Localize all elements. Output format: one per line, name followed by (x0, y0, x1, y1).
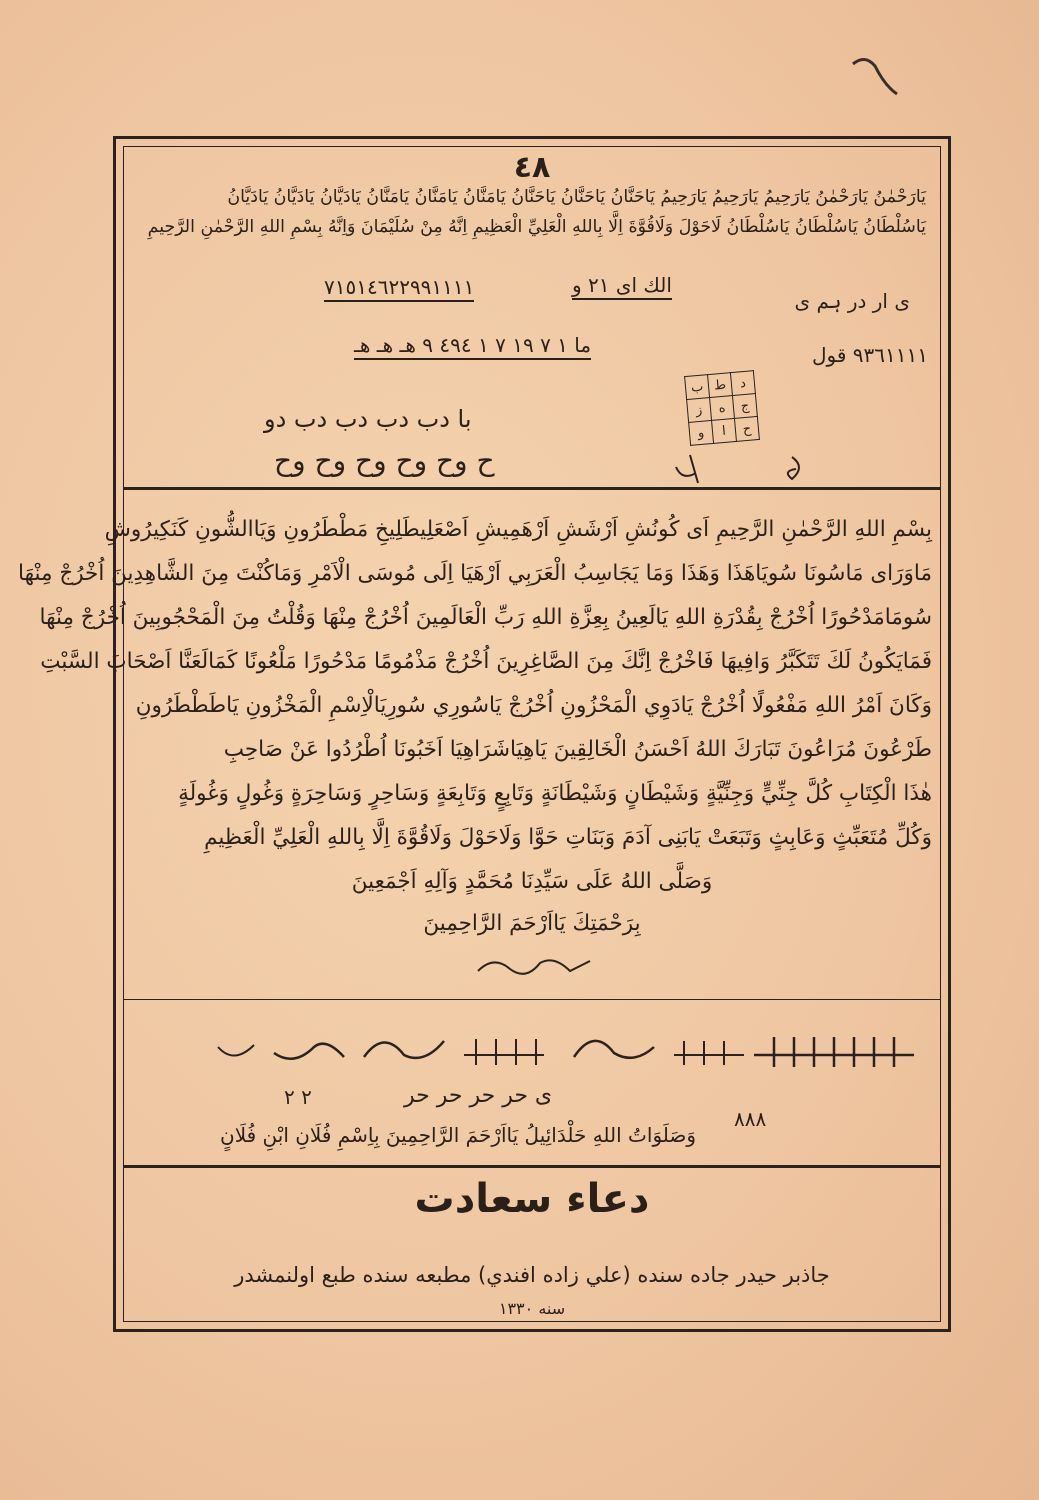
cipher-glyph-row (214, 1017, 924, 1087)
talisman-word-right: ى ار در ہم ى (794, 289, 910, 313)
magic-square-cell: ب (685, 375, 710, 400)
body-line-10: بِرَحْمَتِكَ يَااَرْحَمَ الرَّاحِمِينَ (423, 911, 641, 936)
body-line-1: بِسْمِ اللهِ الرَّحْمٰنِ الرَّحِيمِ اَى كُونُشِ اَرْشَشِ اَرْهَمِيشِ اَصْعَلِيطَلِيخِ مَطْطَرُونِ وَيَاالشُّونِ كَنَكِيرُوشِ (104, 517, 932, 542)
page-frame (18, 136, 951, 1332)
footer (124, 1165, 940, 1321)
magic-square-cell: ه (710, 396, 735, 421)
body-line-6: طَرْعُونَ مُرَاعُونَ تَبَارَكَ اللهُ اَحْسَنُ الْخَالِقِينَ يَاهِيَاشَرَاهِيَا اَخَبُونَا اُطْرُدُوا عَنْ صَاحِبِ (223, 737, 932, 762)
magic-square-cell: ج (732, 394, 757, 419)
corner-page-mark (845, 50, 905, 110)
magic-square-cell: ا (712, 418, 737, 443)
page-number: ٤٨ (513, 150, 551, 185)
footer-year: سنه ١٣٣٠ (498, 1299, 566, 1318)
body-line-7: هٰذَا الْكِتَابِ كُلَّ جِنِّيٍّ وَجِنِّيَّةٍ وَشَيْطَانٍ وَشَيْطَانَةٍ وَتَابِعٍ وَتَابِعَةٍ وَسَاحِرٍ وَسَاحِرَةٍ وَغُولٍ وَغُولَةٍ (178, 781, 932, 806)
footer-printer-line: جاذبر حيدر جاده سنده (علي زاده افندي) مطبعه سنده طبع اولنمشدر (234, 1263, 830, 1287)
closing-line: وَصَلَوَاتُ اللهِ حَلْدَائِيلُ يَااَرْحَمَ الرَّاحِمِينَ بِاِسْمِ فُلَانِ ابْنِ فُلَانٍ (220, 1123, 697, 1147)
letters-row-2: ح وح وح وح وح وح (274, 444, 495, 477)
square-flourish (672, 447, 812, 487)
talisman-numbers-right: ٩٣٦١١١١ قول (812, 343, 928, 367)
footer-title: دعاء سعادت (414, 1176, 650, 1222)
signature-flourish (474, 951, 594, 981)
magic-square-cell: د (730, 371, 755, 396)
body-line-9: وَصَلَّى اللهُ عَلَى سَيِّدِنَا مُحَمَّدٍ وَآلِهِ اَجْمَعِينَ (351, 869, 713, 894)
magic-square-cell: ح (734, 416, 759, 441)
letters-row-1: با دب دب دب دب دو (264, 405, 472, 433)
talisman-numbers-top: ٧١٥١٤٦٢٢٩٩١١١١ (324, 277, 474, 302)
header-line-1: يَارَحْمٰنُ يَارَحْمٰنُ يَارَحِيمُ يَارَحِيمُ يَارَحِيمُ يَاحَنَّانُ يَاحَنَّانُ يَاحَنَّانُ يَامَنَّانُ يَامَنَّانُ يَامَنَّانُ يَادَيَّانُ يَادَيَّانُ يَادَيَّانُ (227, 187, 926, 207)
cipher-numbers-left: ٨٨٨ (734, 1107, 767, 1131)
body-line-8: وَكُلِّ مُتَعَبِّثٍ وَعَابِثٍ وَتَبَعَتْ يَابَنِى آدَمَ وَبَنَاتِ حَوَّا وَلَاحَوْلَ وَلَاقُوَّةَ اِلَّا بِاللهِ الْعَلِيِّ الْعَظِيمِ (204, 825, 932, 850)
body-line-2: مَاوَرَاى مَاسُونَا سُويَاهَذَا وَهَذَا وَمَا يَجَاسِبُ الْعَرَبِي اَرْهَيَا اِلَى مُوسَى الْاَمْرِ وَمَاكُنْتَ مِنَ الشَّاهِدِينَ اُخْرُجْ مِنْهَا (18, 561, 932, 586)
talisman-numbers-row2: ما ١ ٧ ١٩ ٧ ١ ٤٩٤ ٩ هـ هـ هـ (354, 335, 591, 360)
talisman-word-center: الك اى ٢١ و (572, 275, 672, 300)
inner-frame (18, 146, 941, 1322)
cipher-letters: ى حر حر حر حر (404, 1083, 553, 1108)
body-line-3: سُومَامَدْحُورًا اُخْرُجْ بِقُدْرَةِ اللهِ يَالَعِينُ بِعِزَّةِ اللهِ رَبِّ الْعَالَمِينَ اُخْرُجْ مِنْهَا وَقُلْتُ مِنَ الْمَحْجُوبِينَ اُخْرُجْ مِنْهَا (39, 605, 932, 630)
section-divider (124, 487, 940, 490)
body-line-4: فَمَايَكُونُ لَكَ تَتَكَبَّرُ وَافِيهَا فَاخْرُجْ اِنَّكَ مِنَ الصَّاغِرِينَ اُخْرُجْ مَذْمُومًا مَدْحُورًا مَلْعُونًا كَمَالَعَنَّا اَصْحَابَ السَّبْتِ (40, 649, 932, 674)
magic-square-cell: و (689, 420, 714, 445)
body-line-5: وَكَانَ اَمْرُ اللهِ مَفْعُولًا اُخْرُجْ يَادَوِي الْمَحْزُونِ اُخْرُجْ يَاسُورِي سُورِيَالْاِسْمِ الْمَخْزُونِ يَاطَطْطَرُونِ (135, 693, 932, 718)
magic-square-cell: ط (708, 373, 733, 398)
section-divider (124, 999, 940, 1000)
header-line-2: يَاسُلْطَانُ يَاسُلْطَانُ يَاسُلْطَانُ لَاحَوْلَ وَلَاقُوَّةَ اِلَّا بِاللهِ الْعَلِيِّ الْعَظِيمِ اِنَّهُ مِنْ سُلَيْمَانَ وَاِنَّهُ بِسْمِ اللهِ الرَّحْمٰنِ الرَّحِيمِ (147, 217, 926, 237)
magic-square-cell: ز (687, 398, 712, 423)
magic-square (684, 370, 760, 446)
cipher-numbers: ٢ ٢ (284, 1085, 312, 1109)
